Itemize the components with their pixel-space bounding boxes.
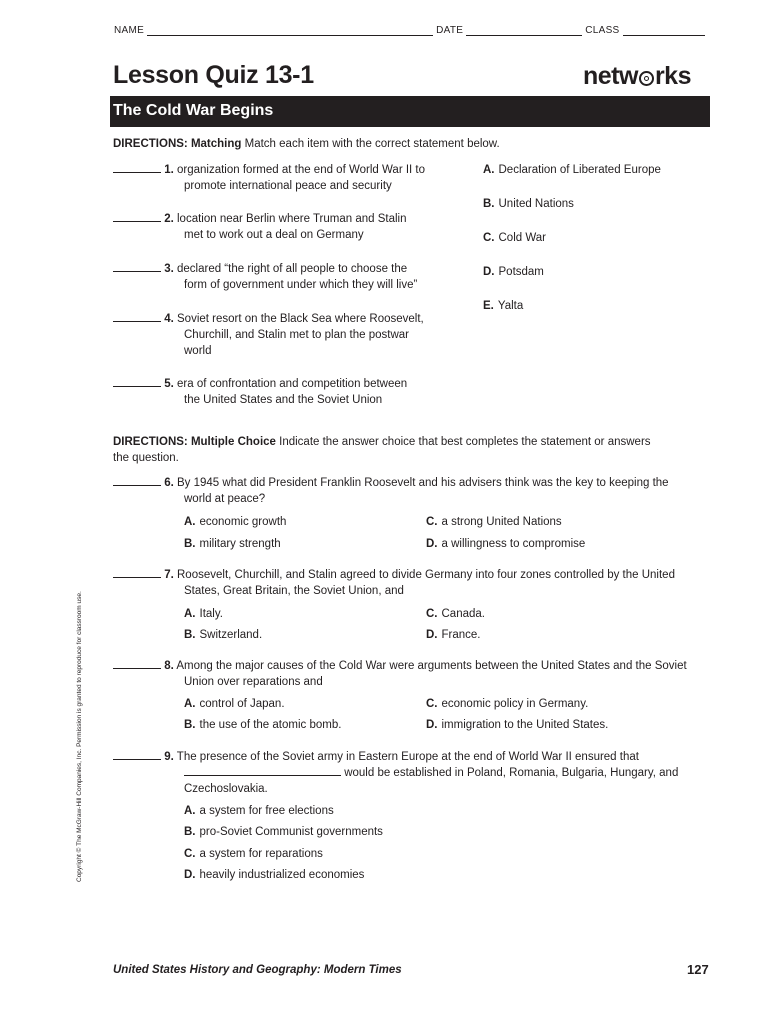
match-choice-e: E. Yalta [483, 300, 524, 312]
q8-option-d: D. immigration to the United States. [426, 719, 609, 731]
date-field[interactable] [466, 26, 582, 36]
match-choice-a: A. Declaration of Liberated Europe [483, 164, 661, 176]
q6-option-c: C. a strong United Nations [426, 516, 562, 528]
matching-item-5: 5. era of confrontation and competition between the United States and the Soviet Union [113, 376, 453, 408]
book-title-footer: United States History and Geography: Modern Times [113, 964, 402, 976]
matching-item-3: 3. declared “the right of all people to choose the form of government under which they will live” [113, 261, 453, 293]
answer-blank[interactable] [113, 658, 161, 669]
question-7: 7. Roosevelt, Churchill, and Stalin agreed to divide Germany into four zones controlled by the United States, Great Britain, the Soviet Union, and [113, 567, 713, 599]
answer-blank[interactable] [113, 162, 161, 173]
networks-logo: netw rks [583, 62, 691, 90]
class-field[interactable] [623, 26, 705, 36]
date-label: DATE [436, 25, 464, 36]
q9-option-d: D. heavily industrialized economies [184, 869, 365, 881]
q8-option-a: A. control of Japan. [184, 698, 285, 710]
student-info-header [114, 25, 710, 36]
question-9: 9. The presence of the Soviet army in Eastern Europe at the end of World War II ensured that would be established in Poland, Romania, Bulgaria, Hungary, and Czechoslovakia. [113, 749, 713, 797]
match-choice-b: B. United Nations [483, 198, 574, 210]
mc-directions: DIRECTIONS: Multiple Choice Indicate the answer choice that best completes the statement or answers the question. [113, 436, 651, 464]
copyright-notice: Copyright © The McGraw-Hill Companies, Inc. Permission is granted to reproduce for classroom use. [76, 591, 83, 882]
logo-circle-icon [639, 71, 654, 86]
q7-option-b: B. Switzerland. [184, 629, 263, 641]
question-6: 6. By 1945 what did President Franklin Roosevelt and his advisers think was the key to keeping the world at peace? [113, 475, 713, 507]
q7-option-a: A. Italy. [184, 608, 223, 620]
answer-blank[interactable] [113, 261, 161, 272]
name-label: NAME [114, 25, 145, 36]
answer-blank[interactable] [113, 376, 161, 387]
q8-option-c: C. economic policy in Germany. [426, 698, 589, 710]
answer-blank[interactable] [113, 567, 161, 578]
answer-blank[interactable] [113, 211, 161, 222]
q7-option-c: C. Canada. [426, 608, 485, 620]
name-field[interactable] [147, 26, 433, 36]
match-choice-d: D. Potsdam [483, 266, 544, 278]
matching-directions: DIRECTIONS: Matching Match each item with the correct statement below. [113, 138, 500, 150]
q9-option-a: A. a system for free elections [184, 805, 334, 817]
answer-blank[interactable] [113, 749, 161, 760]
q9-option-c: C. a system for reparations [184, 848, 323, 860]
q6-option-d: D. a willingness to compromise [426, 538, 586, 550]
section-band [110, 96, 710, 127]
answer-blank[interactable] [113, 311, 161, 322]
match-choice-c: C. Cold War [483, 232, 546, 244]
matching-item-2: 2. location near Berlin where Truman and Stalin met to work out a deal on Germany [113, 211, 453, 243]
q7-option-d: D. France. [426, 629, 481, 641]
q6-option-b: B. military strength [184, 538, 281, 550]
question-8: 8. Among the major causes of the Cold War were arguments between the United States and the Soviet Union over reparations and [113, 658, 713, 690]
q9-option-b: B. pro-Soviet Communist governments [184, 826, 383, 838]
matching-item-4: 4. Soviet resort on the Black Sea where Roosevelt, Churchill, and Stalin met to plan the postwar world [113, 311, 453, 359]
page-number: 127 [687, 962, 709, 977]
quiz-title: Lesson Quiz 13-1 [113, 61, 314, 89]
fill-in-blank[interactable] [184, 765, 341, 776]
band-title: The Cold War Begins [113, 102, 274, 119]
class-label: CLASS [585, 25, 620, 36]
matching-item-1: 1. organization formed at the end of World War II to promote international peace and security [113, 162, 453, 194]
q6-option-a: A. economic growth [184, 516, 287, 528]
q8-option-b: B. the use of the atomic bomb. [184, 719, 342, 731]
answer-blank[interactable] [113, 475, 161, 486]
